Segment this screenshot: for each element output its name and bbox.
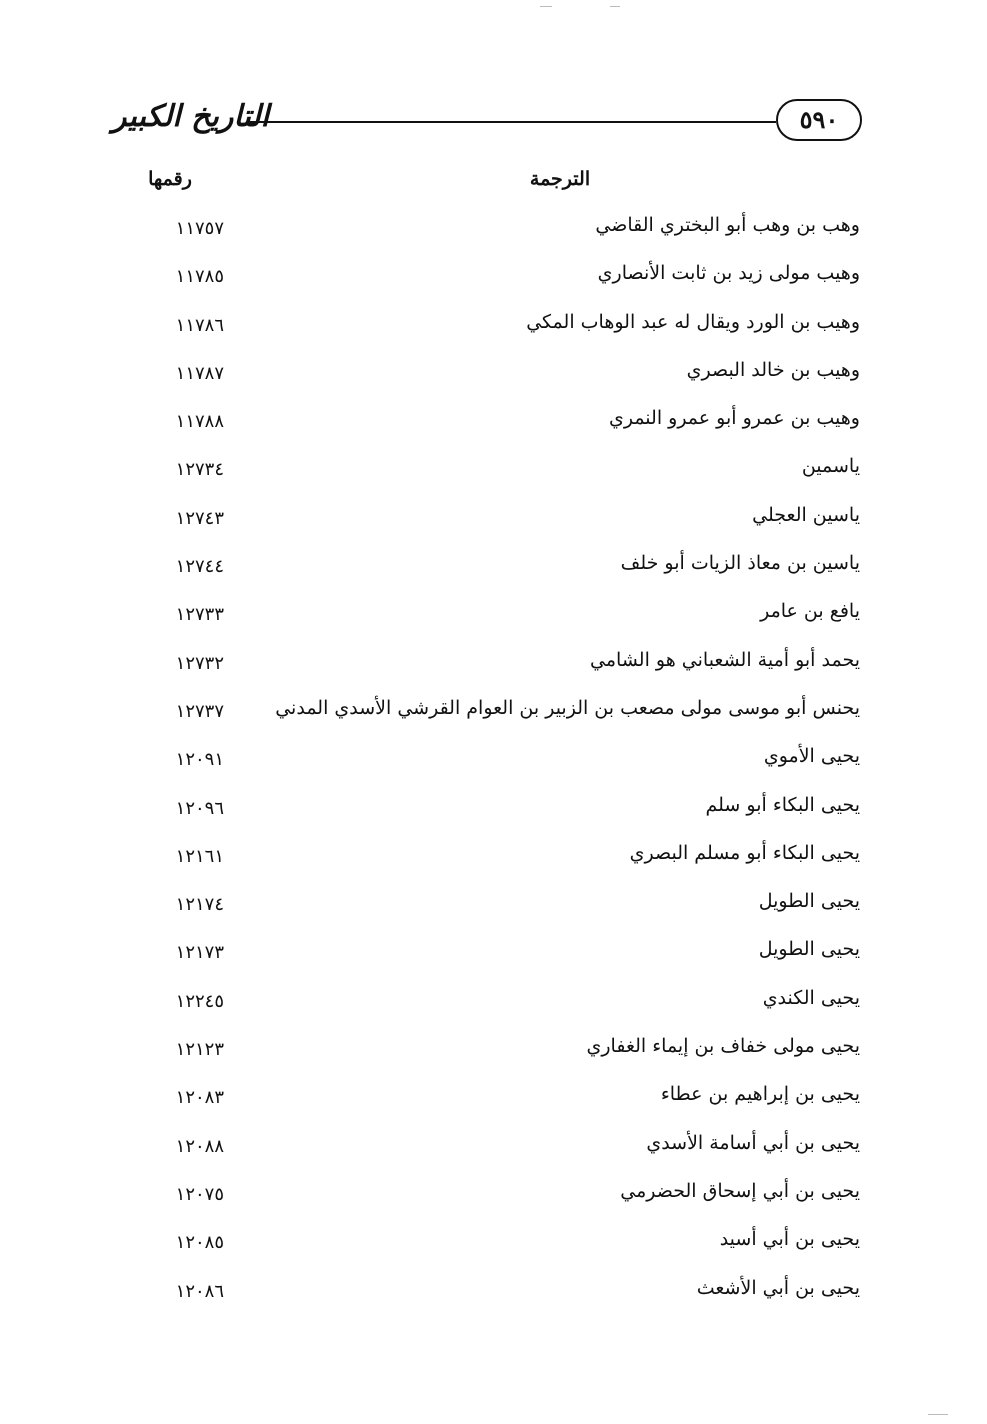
index-row — [140, 1077, 860, 1125]
entry-number: ١٢٧٣٢ — [175, 652, 224, 674]
entry-number: ١٢٠٩٦ — [175, 797, 224, 819]
entry-number: ١٢١٧٣ — [175, 942, 224, 964]
entry-name: ياسمين — [801, 455, 860, 478]
column-header-number: رقمها — [148, 168, 192, 190]
entry-name: يحيى الطويل — [758, 938, 860, 961]
entry-number: ١٢٠٨٥ — [175, 1232, 224, 1254]
scan-artifact-top-2 — [610, 6, 620, 7]
index-row — [140, 1271, 860, 1319]
entry-number: ١١٧٨٦ — [175, 314, 224, 336]
index-row — [140, 643, 860, 691]
entry-name: يحيى بن أبي أسيد — [719, 1228, 860, 1251]
entry-name: يافع بن عامر — [760, 600, 860, 623]
entry-name: يحيى الكندي — [762, 986, 860, 1009]
index-row — [140, 256, 860, 304]
index-row — [140, 788, 860, 836]
column-header-name: الترجمة — [529, 168, 591, 190]
index-row — [140, 498, 860, 546]
entry-number: ١٢٧٣٤ — [175, 459, 224, 481]
entry-name: ياسين العجلي — [752, 503, 860, 526]
entry-number: ١٢٧٤٣ — [175, 507, 224, 529]
index-row — [140, 1222, 860, 1270]
index-row — [140, 353, 860, 401]
entry-number: ١٢١٧٤ — [175, 894, 224, 916]
index-row — [140, 594, 860, 642]
entry-name: يحيى بن إبراهيم بن عطاء — [660, 1083, 860, 1106]
entry-name: وهب بن وهب أبو البختري القاضي — [595, 214, 860, 236]
scan-artifact-bottom — [928, 1414, 948, 1415]
entry-name: وهيب بن الورد ويقال له عبد الوهاب المكي — [526, 310, 860, 333]
entry-number: ١٢٠٨٦ — [175, 1280, 224, 1302]
entry-name: يحيى البكاء أبو مسلم البصري — [629, 841, 860, 864]
entry-name: يحيى بن أبي إسحاق الحضرمي — [620, 1179, 860, 1202]
entry-name: ياسين بن معاذ الزيات أبو خلف — [620, 552, 860, 575]
book-title: التاريخ الكبير — [112, 99, 270, 134]
index-row — [140, 449, 860, 497]
entry-number: ١١٧٨٧ — [175, 362, 224, 384]
entry-name: يحنس أبو موسى مولى مصعب بن الزبير بن العوام القرشي الأسدي المدني — [275, 696, 860, 719]
entry-name: يحمد أبو أمية الشعباني هو الشامي — [590, 648, 860, 671]
index-row — [140, 1126, 860, 1174]
entry-number: ١٢٢٤٥ — [175, 990, 224, 1012]
scan-artifact-top — [540, 6, 552, 7]
entry-number: ١٢٧٣٧ — [175, 700, 224, 722]
index-row — [140, 1174, 860, 1222]
entry-name: يحيى البكاء أبو سلم — [705, 793, 860, 816]
index-row — [140, 981, 860, 1029]
entry-number: ١٢٧٣٣ — [175, 604, 224, 626]
entry-name: يحيى الأموي — [763, 745, 860, 768]
entry-number: ١٢١٦١ — [175, 845, 224, 867]
entry-name: يحيى بن أبي الأشعث — [696, 1276, 860, 1299]
entry-number: ١١٧٨٥ — [175, 266, 224, 288]
index-row — [140, 546, 860, 594]
entry-number: ١٢٠٧٥ — [175, 1183, 224, 1205]
index-row — [140, 1029, 860, 1077]
index-row — [140, 691, 860, 739]
entry-number: ١١٧٥٧ — [175, 218, 224, 239]
entry-name: يحيى بن أبي أسامة الأسدي — [646, 1131, 860, 1154]
entry-number: ١٢٧٤٤ — [175, 556, 224, 578]
entry-name: وهيب مولى زيد بن ثابت الأنصاري — [597, 262, 860, 285]
page-number: ٥٩٠ — [776, 99, 862, 141]
entry-name: وهيب بن خالد البصري — [686, 358, 860, 381]
index-list — [140, 208, 860, 1319]
entry-name: وهيب بن عمرو أبو عمرو النمري — [608, 407, 860, 430]
index-row — [140, 836, 860, 884]
index-row — [140, 884, 860, 932]
entry-number: ١٢٠٩١ — [175, 749, 224, 771]
index-row — [140, 932, 860, 980]
index-row — [140, 208, 860, 256]
index-row — [140, 401, 860, 449]
entry-name: يحيى مولى خفاف بن إيماء الغفاري — [586, 1035, 860, 1058]
entry-number: ١١٧٨٨ — [175, 411, 224, 433]
index-row — [140, 739, 860, 787]
entry-number: ١٢٠٨٣ — [175, 1087, 224, 1109]
entry-number: ١٢٠٨٨ — [175, 1135, 224, 1157]
index-row — [140, 305, 860, 353]
entry-number: ١٢١٢٣ — [175, 1039, 224, 1061]
page-header — [100, 95, 868, 145]
entry-name: يحيى الطويل — [758, 890, 860, 913]
header-divider — [248, 121, 776, 123]
